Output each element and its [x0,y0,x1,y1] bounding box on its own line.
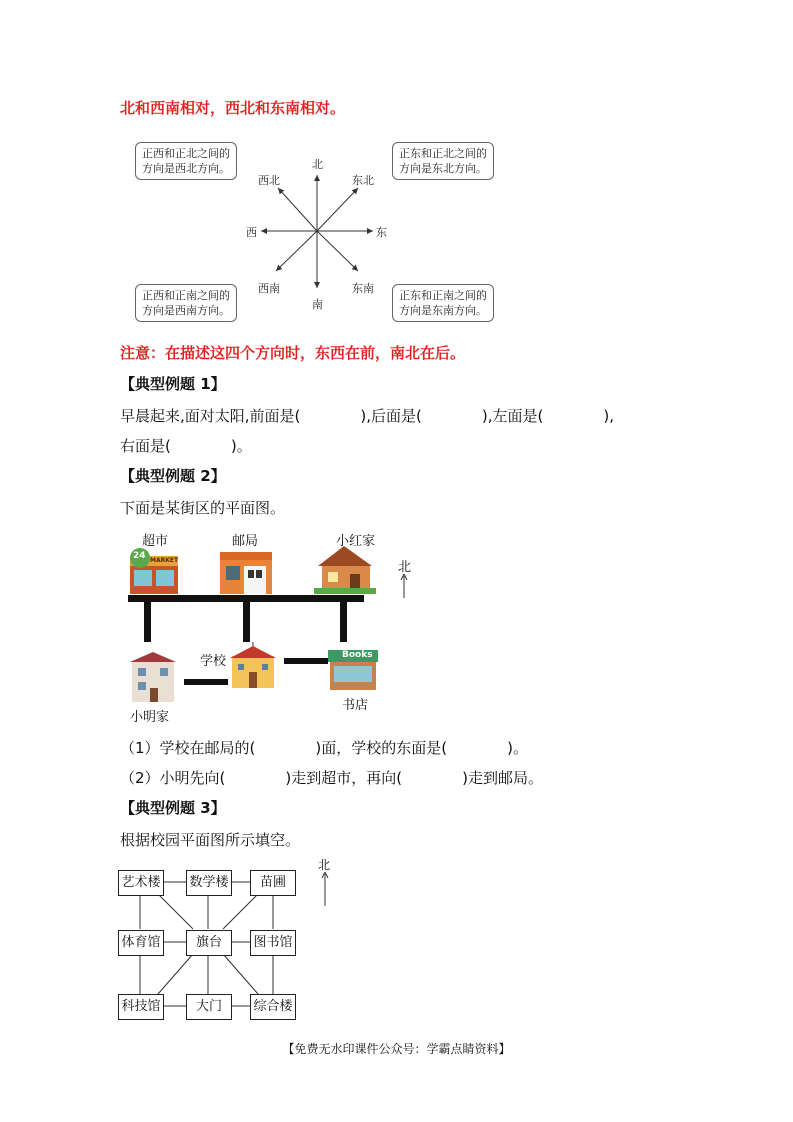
street-map [118,526,418,726]
library-box: 图书馆 [250,930,296,956]
example2-q2: （2）小明先向( )走到超市，再向( )走到邮局。 [120,769,543,787]
bubble-line: 方向是东南方向。 [399,304,487,317]
footer-text: 【免费无水印课件公众号：学霸点睛资料】 [282,1042,511,1056]
art-building-box: 艺术楼 [118,870,164,896]
xiaoming-house-icon [126,650,180,702]
east-label: 东 [376,226,387,239]
flag-platform-box: 旗台 [186,930,232,956]
example2-q1: （1）学校在邮局的( )面，学校的东面是( )。 [120,739,528,757]
example1-line2: 右面是( )。 [120,437,252,455]
road-post-office [243,602,250,642]
bubble-line: 方向是东北方向。 [399,162,487,175]
map-north-arrow-icon [399,574,409,598]
bubble-northeast [392,142,494,180]
west-label: 西 [246,226,257,239]
post-office-icon [218,546,274,594]
north-label: 北 [312,158,323,171]
campus-north-label: 北 [318,858,331,872]
science-building-box: 科技馆 [118,994,164,1020]
bubble-southwest [135,284,237,322]
gate-box: 大门 [186,994,232,1020]
road-school-bookstore [284,658,328,664]
example3-title: 【典型例题 3】 [120,799,226,817]
bookstore-icon [326,646,380,690]
gym-box: 体育馆 [118,930,164,956]
market-number: 24 [133,551,146,561]
school-icon [228,642,278,688]
southeast-label: 东南 [352,282,374,295]
xiaohong-house-icon [314,542,376,594]
math-building-box: 数学楼 [186,870,232,896]
road-home [340,602,347,642]
main-road [128,595,364,602]
compass-diagram [130,138,510,328]
xiaoming-home-label: 小明家 [130,709,170,724]
supermarket-label: 超市 [142,533,169,548]
attention-note: 注意：在描述这四个方向时，东西在前，南北在后。 [120,344,466,362]
xiaohong-home-label: 小红家 [336,533,376,548]
example2-desc: 下面是某街区的平面图。 [120,499,286,517]
books-sign: Books [342,650,373,660]
campus-north-arrow-icon [320,872,330,906]
northwest-label: 西北 [258,174,280,187]
road-school-xiaoming [184,679,228,685]
bubble-line: 正西和正北之间的 [142,147,230,160]
example3-desc: 根据校园平面图所示填空。 [120,831,301,849]
complex-building-box: 综合楼 [250,994,296,1020]
bubble-line: 方向是西北方向。 [142,162,230,175]
southwest-label: 西南 [258,282,280,295]
post-office-label: 邮局 [232,533,259,548]
south-label: 南 [312,298,323,311]
example1-line1: 早晨起来,面对太阳,前面是( ),后面是( ),左面是( ), [120,407,614,425]
bubble-southeast [392,284,494,322]
northeast-label: 东北 [352,174,374,187]
bubble-line: 方向是西南方向。 [142,304,230,317]
bookstore-label: 书店 [342,697,369,712]
example1-title: 【典型例题 1】 [120,375,226,393]
bubble-line: 正东和正北之间的 [399,147,487,160]
nursery-box: 苗圃 [250,870,296,896]
example2-title: 【典型例题 2】 [120,467,226,485]
bubble-northwest [135,142,237,180]
bubble-line: 正东和正南之间的 [399,289,487,302]
supermarket-icon [128,546,180,594]
map-north-label: 北 [398,559,412,574]
school-label: 学校 [200,653,227,668]
market-sign: MARKET [150,557,179,564]
campus-map [118,856,358,1026]
intro-note: 北和西南相对，西北和东南相对。 [120,99,346,117]
bubble-line: 正西和正南之间的 [142,289,230,302]
road-supermarket [144,602,151,642]
